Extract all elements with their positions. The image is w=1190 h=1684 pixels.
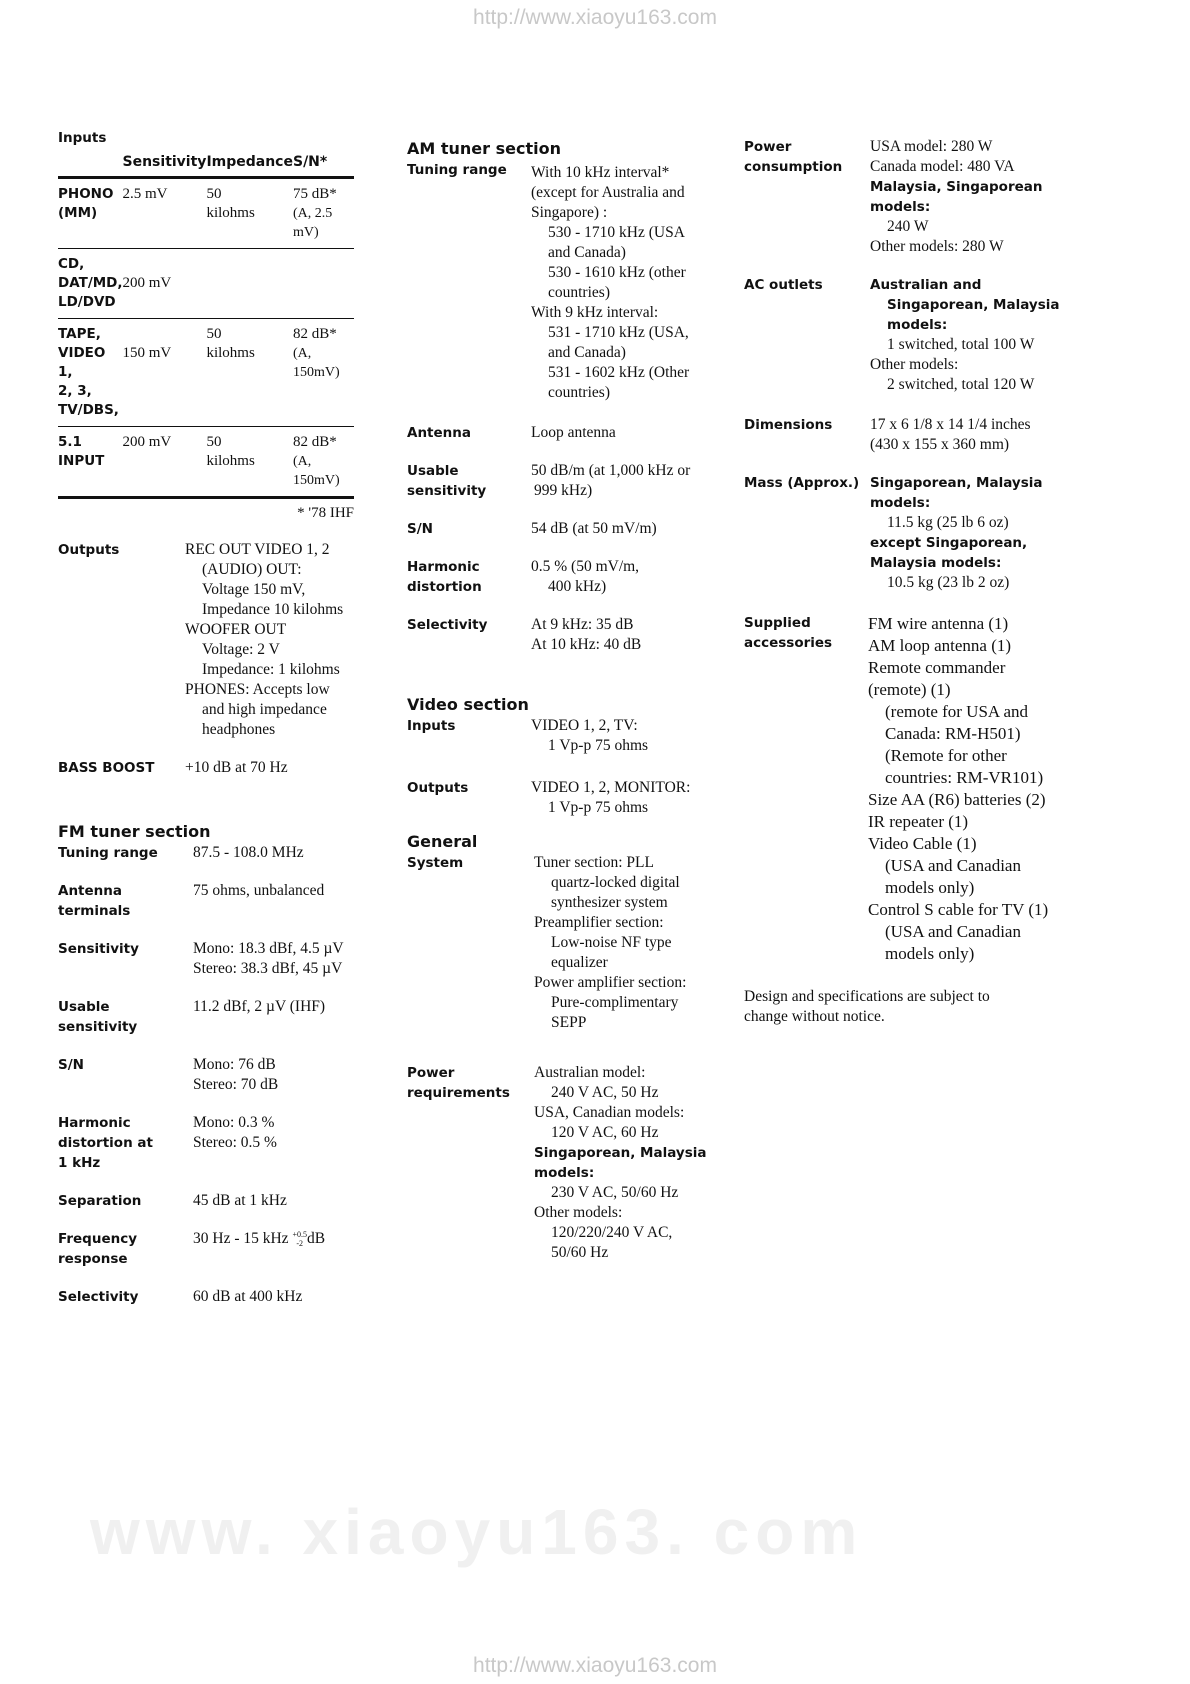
- sensitivity-cell: 2.5 mV: [123, 178, 207, 249]
- dimensions-value: 17 x 6 1/8 x 14 1/4 inches (430 x 155 x 360 mm): [870, 416, 1031, 453]
- ac-outlets-row: [744, 275, 1074, 395]
- am-label: Usable sensitivity: [407, 463, 487, 499]
- bass-boost-label: BASS BOOST: [58, 760, 155, 776]
- am-row: [407, 461, 727, 501]
- col-header-sn: S/N*: [293, 150, 354, 178]
- am-label: Harmonic distortion: [407, 559, 482, 595]
- video-row: [407, 778, 727, 818]
- fm-section-title: FM tuner section: [58, 822, 211, 841]
- fm-value: 60 dB at 400 kHz: [193, 1288, 303, 1305]
- mass-row: [744, 473, 1074, 593]
- inputs-header-row: [58, 150, 354, 178]
- fm-row: [58, 1229, 368, 1269]
- fm-row: [58, 843, 368, 863]
- fm-value: 45 dB at 1 kHz: [193, 1192, 287, 1209]
- left-column: [58, 130, 368, 1325]
- video-value: VIDEO 1, 2, TV: 1 Vp-p 75 ohms: [531, 717, 649, 754]
- sensitivity-cell: 200 mV: [123, 249, 207, 319]
- fm-label: Frequency response: [58, 1231, 138, 1267]
- general-label: Power requirements: [407, 1065, 510, 1101]
- video-value: VIDEO 1, 2, MONITOR: 1 Vp-p 75 ohms: [531, 779, 691, 816]
- fm-row: [58, 1055, 368, 1095]
- fm-row: [58, 1191, 368, 1211]
- fm-row: [58, 1113, 368, 1173]
- fm-value: 30 Hz - 15 kHz +0.5 -2 dB: [193, 1230, 326, 1249]
- dimensions-row: [744, 415, 1074, 455]
- am-row: [407, 557, 727, 597]
- sensitivity-cell: 200 mV: [123, 427, 207, 498]
- table-row: [58, 249, 354, 319]
- table-row: [58, 319, 354, 427]
- impedance-cell: 50 kilohms: [206, 319, 293, 427]
- general-label: System: [407, 855, 464, 871]
- fm-label: Antenna terminals: [58, 883, 131, 919]
- power-consumption-value: USA model: 280 W Canada model: 480 VA Malaysia, Singaporean models: 240 W Other models: 280 W: [870, 138, 1043, 255]
- mass-label: Mass (Approx.): [744, 475, 860, 491]
- source-cell: PHONO (MM): [58, 178, 123, 249]
- general-value: Tuner section: PLL quartz-locked digital synthesizer system Preamplifier section: Low-noise NF type equalizer Power amplifier section: Pure-complimentary SEPP: [534, 854, 687, 1031]
- watermark: www. xiaoyu163. com: [90, 1496, 864, 1568]
- impedance-cell: 50 kilohms: [206, 178, 293, 249]
- inputs-table: [58, 150, 354, 499]
- source-cell: CD, DAT/MD, LD/DVD: [58, 249, 123, 319]
- am-label: Tuning range: [407, 162, 507, 178]
- outputs-value: REC OUT VIDEO 1, 2 (AUDIO) OUT: Voltage 150 mV, Impedance 10 kilohms WOOFER OUT Voltage: 2 V Impedance: 1 kilohms PHONES: Accepts low and high impedance headphones: [185, 541, 344, 738]
- accessories-label: Supplied accessories: [744, 615, 833, 651]
- sn-cell: 82 dB* (A, 150mV): [293, 427, 354, 498]
- impedance-cell: 50 kilohms: [206, 427, 293, 498]
- col-header-impedance: Impedance: [206, 150, 293, 178]
- power-consumption-label: Power consumption: [744, 139, 843, 175]
- fm-label: Harmonic distortion at 1 kHz: [58, 1115, 153, 1171]
- am-row: [407, 519, 727, 539]
- table-row: [58, 427, 354, 498]
- source-cell: TAPE, VIDEO 1, 2, 3, TV/DBS,: [58, 319, 123, 427]
- impedance-cell: [206, 249, 293, 319]
- fm-value: 11.2 dBf, 2 µV (IHF): [193, 998, 326, 1015]
- general-value: Australian model: 240 V AC, 50 Hz USA, Canadian models: 120 V AC, 60 Hz Singaporean, Malaysia models: 230 V AC, 50/60 Hz Other models: 120/220/240 V AC, 50/60 Hz: [534, 1064, 707, 1261]
- middle-column: [407, 139, 727, 1281]
- fm-value: Mono: 18.3 dBf, 4.5 µV Stereo: 38.3 dBf, 45 µV: [193, 940, 344, 977]
- page-url-bottom: http://www.xiaoyu163.com: [473, 1654, 717, 1677]
- table-row: [58, 178, 354, 249]
- fm-value: Mono: 76 dB Stereo: 70 dB: [193, 1056, 279, 1093]
- outputs-row: [58, 540, 368, 740]
- fm-row: [58, 997, 368, 1037]
- accessories-row: [744, 613, 1074, 965]
- page-url-top: http://www.xiaoyu163.com: [473, 6, 717, 29]
- right-column: [744, 137, 1074, 1027]
- fm-value: 87.5 - 108.0 MHz: [193, 844, 304, 861]
- sensitivity-cell: 150 mV: [123, 319, 207, 427]
- sn-cell: 75 dB* (A, 2.5 mV): [293, 178, 354, 249]
- am-value: 0.5 % (50 mV/m, 400 kHz): [531, 558, 640, 595]
- am-value: With 10 kHz interval* (except for Australia and Singapore) : 530 - 1710 kHz (USA and Canada) 530 - 1610 kHz (other countries) With 9 kHz interval: 531 - 1710 kHz (USA, and Canada) 531 - 1602 kHz (Other countries): [531, 164, 690, 401]
- ac-outlets-label: AC outlets: [744, 277, 823, 293]
- am-label: Selectivity: [407, 617, 488, 633]
- bass-boost-row: [58, 758, 368, 778]
- general-row: [407, 853, 727, 1033]
- design-notice: Design and specifications are subject to change without notice.: [744, 988, 990, 1025]
- fm-label: Tuning range: [58, 845, 158, 861]
- general-row: [407, 1063, 727, 1263]
- power-consumption-row: [744, 137, 1074, 257]
- ac-outlets-value: Australian and Singaporean, Malaysia models: 1 switched, total 100 W Other models: 2 switched, total 120 W: [870, 277, 1060, 393]
- bass-boost-value: +10 dB at 70 Hz: [185, 759, 288, 776]
- fm-label: Selectivity: [58, 1289, 139, 1305]
- fm-value: Mono: 0.3 % Stereo: 0.5 %: [193, 1114, 277, 1151]
- fm-row: [58, 939, 368, 979]
- fm-label: Usable sensitivity: [58, 999, 138, 1035]
- fm-row: [58, 1287, 368, 1307]
- video-section-title: Video section: [407, 695, 529, 714]
- col-header-sensitivity: Sensitivity: [123, 150, 207, 178]
- fm-label: Sensitivity: [58, 941, 139, 957]
- am-label: S/N: [407, 521, 433, 537]
- video-label: Inputs: [407, 718, 456, 734]
- am-row: [407, 423, 727, 443]
- video-row: [407, 716, 727, 756]
- source-cell: 5.1 INPUT: [58, 427, 123, 498]
- video-label: Outputs: [407, 780, 469, 796]
- inputs-title: Inputs: [58, 130, 107, 146]
- inputs-footnote: * '78 IHF: [297, 505, 354, 521]
- am-value: At 9 kHz: 35 dB At 10 kHz: 40 dB: [531, 616, 642, 653]
- fm-label: S/N: [58, 1057, 84, 1073]
- outputs-label: Outputs: [58, 542, 120, 558]
- fm-label: Separation: [58, 1193, 142, 1209]
- fm-row: [58, 881, 368, 921]
- am-value: 50 dB/m (at 1,000 kHz or 999 kHz): [531, 462, 691, 499]
- general-section-title: General: [407, 832, 478, 851]
- am-row: [407, 615, 727, 655]
- am-value: 54 dB (at 50 mV/m): [531, 520, 657, 537]
- dimensions-label: Dimensions: [744, 417, 833, 433]
- am-value: Loop antenna: [531, 424, 616, 441]
- sn-cell: 82 dB* (A, 150mV): [293, 319, 354, 427]
- mass-value: Singaporean, Malaysia models: 11.5 kg (25 lb 6 oz) except Singaporean, Malaysia models: 10.5 kg (23 lb 2 oz): [870, 475, 1043, 591]
- sn-cell: [293, 249, 354, 319]
- am-label: Antenna: [407, 425, 471, 441]
- am-row: [407, 160, 727, 403]
- accessories-value: FM wire antenna (1) AM loop antenna (1) Remote commander (remote) (1) (remote for USA and Canada: RM-H501) (Remote for other countries: RM-VR101) Size AA (R6) batteries (2) IR repeater (1) Video Cable (1) (USA and Canadian models only) Control S cable for TV (1) (USA and Canadian models only): [868, 614, 1049, 963]
- am-section-title: AM tuner section: [407, 139, 561, 158]
- fm-value: 75 ohms, unbalanced: [193, 882, 325, 899]
